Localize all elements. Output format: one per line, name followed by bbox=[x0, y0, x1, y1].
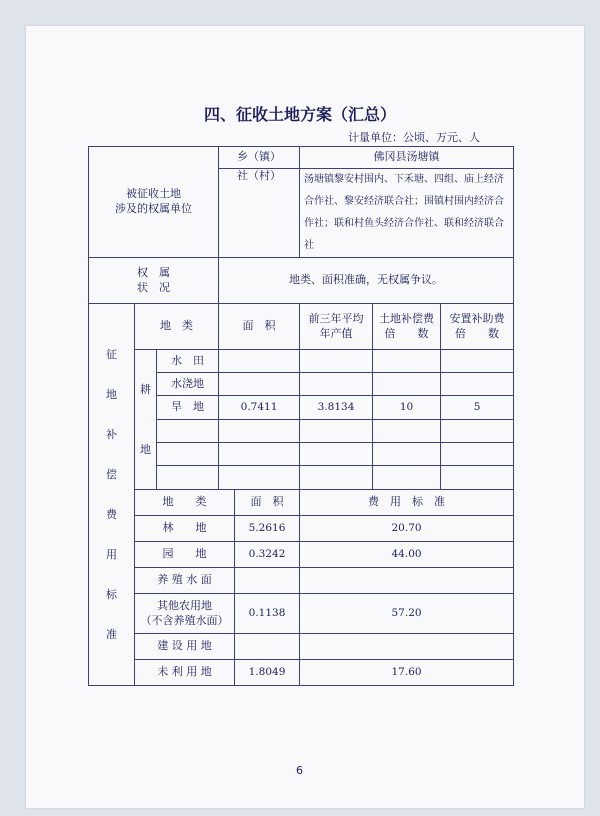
units-note: 计量单位：公顷、万元、人 bbox=[348, 131, 480, 144]
other-standard-cell: 17.60 bbox=[300, 660, 514, 686]
comp-multiple-cell bbox=[373, 443, 441, 466]
other-header-area: 面 积 bbox=[235, 490, 300, 516]
other-standard-cell bbox=[300, 568, 514, 594]
comp-multiple-cell bbox=[373, 373, 441, 396]
other-standard-cell bbox=[300, 634, 514, 660]
ownership-label-cell bbox=[89, 258, 219, 304]
side-char: 标 bbox=[106, 587, 117, 601]
other-standard-cell: 44.00 bbox=[300, 542, 514, 568]
side-char: 偿 bbox=[106, 467, 117, 481]
area-cell bbox=[219, 466, 300, 490]
avg-output-cell: 3.8134 bbox=[300, 396, 373, 420]
area-cell: 0.7411 bbox=[219, 396, 300, 420]
avg-output-cell bbox=[300, 443, 373, 466]
township-label: 乡（镇） bbox=[219, 147, 300, 169]
land-type-cell bbox=[157, 466, 219, 490]
other-land-type-cell: 林 地 bbox=[135, 516, 235, 542]
resettle-multiple-cell: 5 bbox=[441, 396, 514, 420]
comp-multiple-cell: 10 bbox=[373, 396, 441, 420]
area-cell bbox=[219, 420, 300, 443]
owner-label-cell bbox=[89, 147, 219, 258]
other-land-type-cell: 养 殖 水 面 bbox=[135, 568, 235, 594]
comp-multiple-cell bbox=[373, 466, 441, 490]
resettle-multiple-cell bbox=[441, 373, 514, 396]
header-comp-multiple: 土地补偿费 倍 数 bbox=[373, 304, 441, 350]
side-char: 费 bbox=[106, 507, 117, 521]
other-standard-cell: 20.70 bbox=[300, 516, 514, 542]
side-char: 地 bbox=[106, 387, 117, 401]
area-cell bbox=[219, 373, 300, 396]
side-char: 征 bbox=[106, 347, 117, 361]
village-value: 汤塘镇黎安村围内、下禾塘、四组、庙上经济合作社、黎安经济联合社；围镇村围内经济合作社；联和村鱼头经济合作社、联和经济联合社 bbox=[300, 169, 514, 258]
other-area-cell bbox=[235, 568, 300, 594]
other-land-type-cell: 建 设 用 地 bbox=[135, 634, 235, 660]
owner-label-line2: 涉及的权属单位 bbox=[115, 202, 192, 215]
header-land-type: 地 类 bbox=[135, 304, 219, 350]
land-type-cell bbox=[157, 420, 219, 443]
other-land-type-cell: 园 地 bbox=[135, 542, 235, 568]
ownership-label-line1: 权 属 bbox=[137, 265, 170, 279]
avg-output-cell bbox=[300, 420, 373, 443]
resettle-multiple-cell bbox=[441, 443, 514, 466]
header-area: 面 积 bbox=[219, 304, 300, 350]
other-area-cell: 1.8049 bbox=[235, 660, 300, 686]
ownership-value: 地类、面积准确，无权属争议。 bbox=[219, 258, 514, 304]
other-area-cell: 5.2616 bbox=[235, 516, 300, 542]
resettle-multiple-cell bbox=[441, 420, 514, 443]
other-land-type-cell: 未 利 用 地 bbox=[135, 660, 235, 686]
other-area-cell: 0.3242 bbox=[235, 542, 300, 568]
side-char: 准 bbox=[106, 627, 117, 641]
compensation-side-label bbox=[89, 304, 135, 686]
township-value: 佛冈县汤塘镇 bbox=[300, 147, 514, 169]
avg-output-cell bbox=[300, 373, 373, 396]
area-cell bbox=[219, 443, 300, 466]
resettle-multiple-cell bbox=[441, 466, 514, 490]
land-acquisition-table bbox=[88, 146, 514, 686]
resettle-multiple-cell bbox=[441, 350, 514, 373]
header-avg-output: 前三年平均 年产值 bbox=[300, 304, 373, 350]
header-resettle-multiple: 安置补助费 倍 数 bbox=[441, 304, 514, 350]
other-standard-cell: 57.20 bbox=[300, 594, 514, 634]
land-type-cell bbox=[157, 443, 219, 466]
comp-multiple-cell bbox=[373, 350, 441, 373]
land-type-cell: 水浇地 bbox=[157, 373, 219, 396]
other-land-type-cell: 其他农用地 （不含养殖水面） bbox=[135, 594, 235, 634]
area-cell bbox=[219, 350, 300, 373]
owner-label-line1: 被征收土地 bbox=[126, 187, 181, 201]
ownership-label-line2: 状 况 bbox=[137, 280, 170, 294]
page-title: 四、征收土地方案（汇总） bbox=[203, 105, 396, 124]
land-type-cell: 水 田 bbox=[157, 350, 219, 373]
land-type-cell: 旱 地 bbox=[157, 396, 219, 420]
other-area-cell bbox=[235, 634, 300, 660]
other-header-land-type: 地 类 bbox=[135, 490, 235, 516]
comp-multiple-cell bbox=[373, 420, 441, 443]
side-char: 补 bbox=[106, 427, 117, 441]
avg-output-cell bbox=[300, 466, 373, 490]
page-number: 6 bbox=[296, 764, 303, 777]
other-header-standard: 费 用 标 准 bbox=[300, 490, 514, 516]
side-char: 用 bbox=[106, 547, 117, 561]
village-label: 社（村） bbox=[219, 169, 300, 258]
other-area-cell: 0.1138 bbox=[235, 594, 300, 634]
cultivated-label: 耕 地 bbox=[135, 350, 157, 490]
avg-output-cell bbox=[300, 350, 373, 373]
